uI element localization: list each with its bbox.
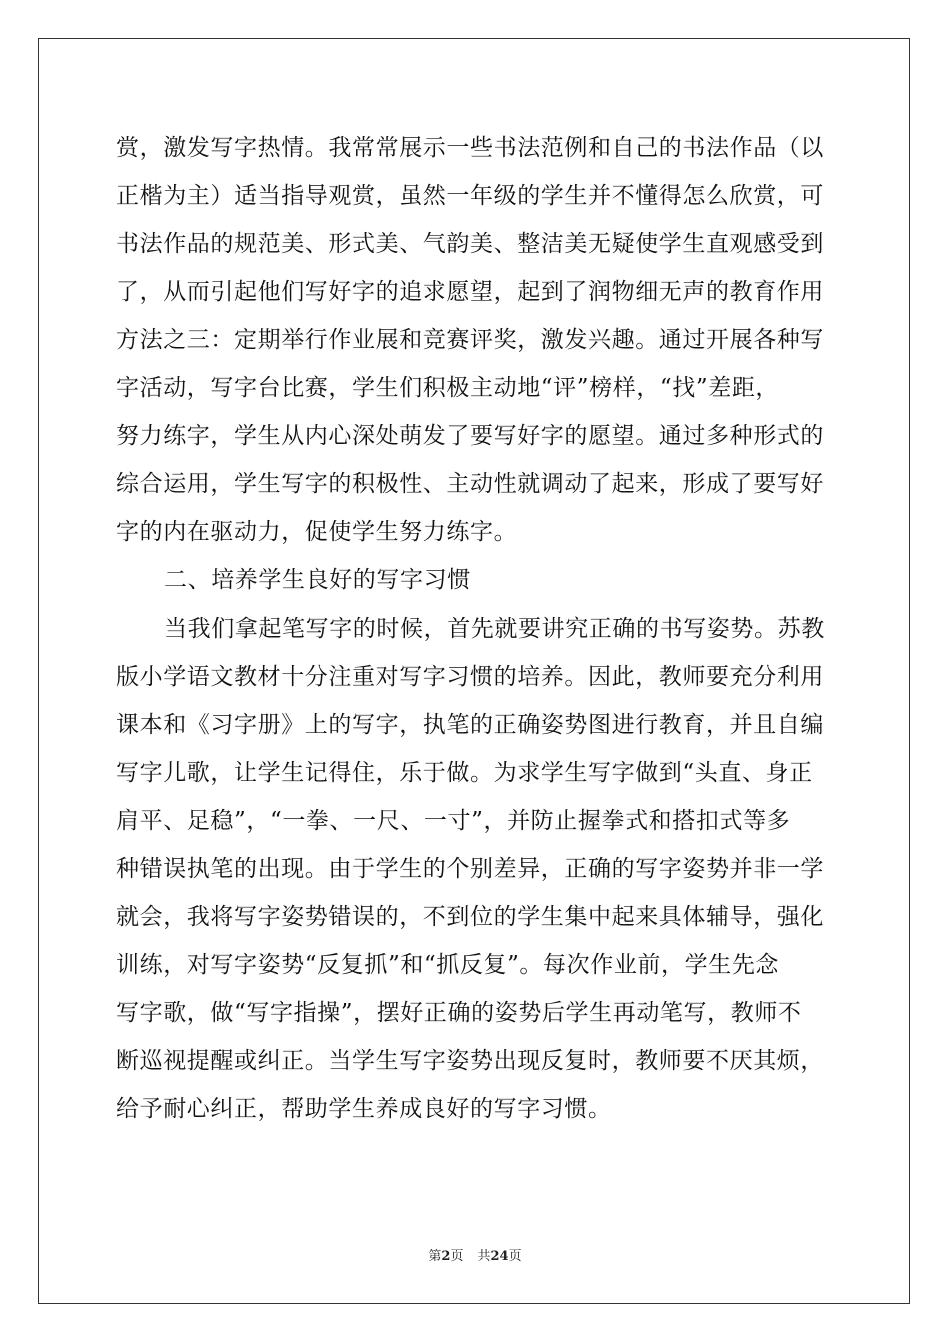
text-line-6: 字活动，写字台比赛，学生们积极主动地“评”榜样，“找”差距， (116, 375, 780, 401)
text-line-5: 方法之三：定期举行作业展和竞赛评奖，激发兴趣。通过开展各种写 (116, 327, 824, 353)
text-line-15: 肩平、足稳”，“一拳、一尺、一寸”，并防止握拳式和搭扣式等多 (116, 808, 791, 834)
text-line-8: 综合运用，学生写字的积极性、主动性就调动了起来，形成了要写好 (116, 471, 824, 497)
text-line-17: 就会，我将写字姿势错误的，不到位的学生集中起来具体辅导，强化 (116, 904, 824, 930)
text-line-14: 写字儿歌，让学生记得住，乐于做。为求学生写字做到“头直、身正 (116, 760, 813, 786)
text-line-7: 努力练字，学生从内心深处萌发了要写好字的愿望。通过多种形式的 (116, 423, 824, 449)
text-line-20: 断巡视提醒或纠正。当学生写字姿势出现反复时，教师要不厌其烦， (116, 1048, 824, 1074)
text-line-4: 了，从而引起他们写好字的追求愿望，起到了润物细无声的教育作用 (116, 279, 824, 305)
text-line-11: 当我们拿起笔写字的时候，首先就要讲究正确的书写姿势。苏教 (164, 616, 825, 642)
page-suffix: 页 (450, 1249, 464, 1264)
text-line-13: 课本和《习字册》上的写字，执笔的正确姿势图进行教育，并且自编 (116, 712, 824, 738)
section-heading: 二、培养学生良好的写字习惯 (164, 567, 471, 593)
text-line-21: 给予耐心纠正，帮助学生养成良好的写字习惯。 (116, 1096, 612, 1122)
text-line-9: 字的内在驱动力，促使学生努力练字。 (116, 519, 518, 545)
total-suffix: 页 (508, 1249, 522, 1264)
page-prefix: 第 (428, 1249, 442, 1264)
text-line-3: 书法作品的规范美、形式美、气韵美、整洁美无疑使学生直观感受到 (116, 231, 824, 257)
text-line-12: 版小学语文教材十分注重对写字习惯的培养。因此，教师要充分利用 (116, 664, 824, 690)
text-line-18: 训练，对写字姿势“反复抓”和“抓反复”。每次作业前，学生先念 (116, 952, 780, 978)
text-line-19: 写字歌，做“写字指操”，摆好正确的姿势后学生再动笔写，教师不 (116, 1000, 802, 1026)
text-line-16: 种错误执笔的出现。由于学生的个别差异，正确的写字姿势并非一学 (116, 856, 824, 882)
total-pages: 24 (490, 1249, 509, 1264)
text-line-2: 正楷为主）适当指导观赏，虽然一年级的学生并不懂得怎么欣赏，可 (116, 183, 824, 209)
page-footer (0, 1248, 950, 1266)
total-prefix: 共 (477, 1249, 491, 1264)
page-number: 2 (441, 1249, 451, 1264)
text-line-1: 赏，激发写字热情。我常常展示一些书法范例和自己的书法作品（以 (116, 135, 824, 161)
